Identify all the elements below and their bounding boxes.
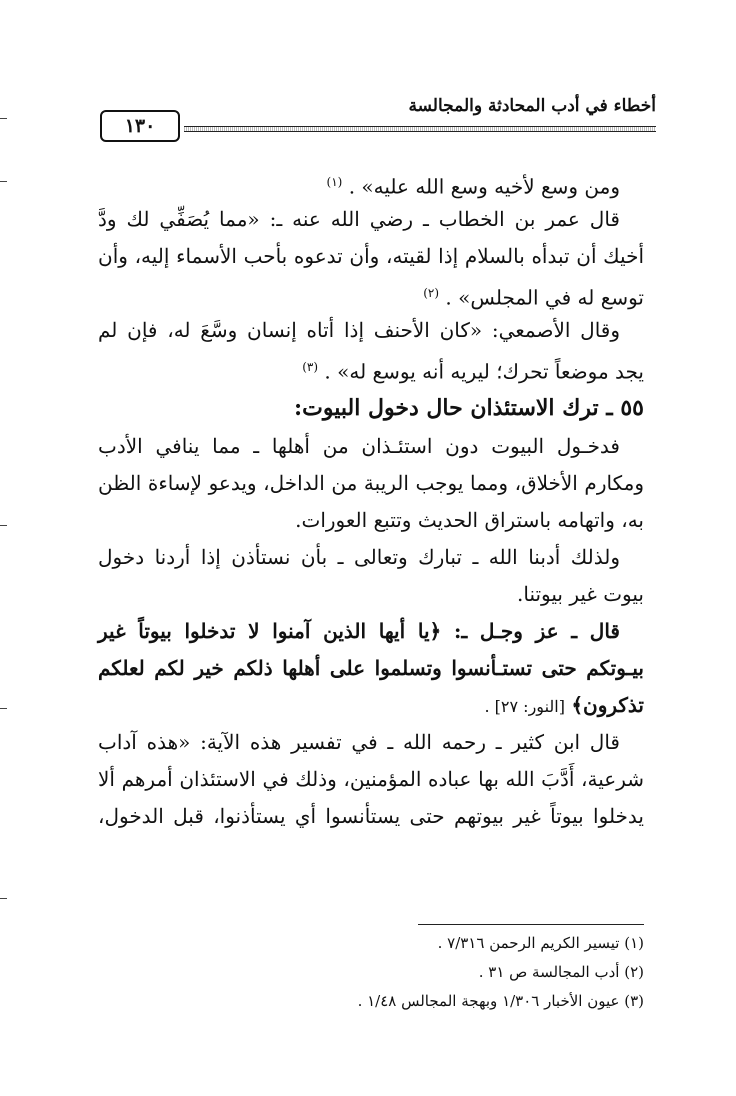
text-line: أخيك أن تبدأه بالسلام إذا لقيته، وأن تدعوه بأحب الأسماء إليه، وأن — [98, 244, 644, 268]
quran-verse-end: تذكرون﴾ — [571, 693, 644, 717]
text-line: به، واتهامه باستراق الحديث وتتبع العورات. — [295, 508, 644, 532]
page-number: ١٣٠ — [100, 110, 180, 142]
margin-mark — [0, 525, 7, 526]
text-line: توسع له في المجلس» . $^{(٢)}$ — [423, 285, 644, 310]
section-heading: ٥٥ ـ ترك الاستئذان حال دخول البيوت: — [294, 395, 644, 421]
text-line: فدخـول البيوت دون استئـذان من أهلها ـ مما ينافي الأدب — [98, 434, 620, 458]
footnote-ref: (٣) — [302, 360, 319, 374]
main-text — [98, 168, 644, 839]
margin-mark — [0, 118, 7, 119]
text-line: يدخلوا بيوتاً غير بيوتهم حتى يستأنسوا أي يستأذنوا، قبل الدخول، — [98, 804, 644, 828]
header-rule — [184, 126, 656, 132]
footnote-separator — [418, 924, 644, 925]
page-header — [100, 96, 656, 136]
margin-mark — [0, 898, 7, 899]
footnote: (٢) أدب المجالسة ص ٣١ . — [478, 963, 644, 981]
margin-mark — [0, 708, 7, 709]
text-line: ومن وسع لأخيه وسع الله عليه» . $^{(١)}$ — [326, 174, 620, 199]
text-line: قال عمر بن الخطاب ـ رضي الله عنه ـ: «مما يُصَفِّي لك ودَّ — [98, 207, 620, 231]
text-line: ومكارم الأخلاق، ومما يوجب الريبة من الداخل، ويدعو لإساءة الظن — [98, 471, 644, 495]
footnote: (١) تيسير الكريم الرحمن ٧/٣١٦ . — [437, 934, 644, 952]
verse-citation: [النور: ٢٧] . — [484, 697, 565, 716]
running-title: أخطاء في أدب المحادثة والمجالسة — [408, 96, 656, 116]
text-line: ولذلك أدبنا الله ـ تبارك وتعالى ـ بأن نستأذن إذا أردنا دخول — [98, 545, 620, 569]
quran-verse-line: قال ـ عز وجـل ـ: ﴿يا أيها الذين آمنوا لا تدخلوا بيوتاً غير — [98, 619, 620, 643]
quran-verse-line: بيـوتكم حتى تستـأنسوا وتسلموا على أهلها ذلكم خير لكم لعلكم — [98, 656, 644, 680]
text-line — [98, 691, 644, 719]
margin-mark — [0, 181, 7, 182]
text-line: وقال الأصمعي: «كان الأحنف إذا أتاه إنسان وسَّعَ له، فإن لم — [98, 318, 620, 342]
footnote: (٣) عيون الأخبار ١/٣٠٦ وبهجة المجالس ١/٤٨ . — [357, 992, 644, 1010]
text-line: بيوت غير بيوتنا. — [517, 582, 644, 606]
footnotes — [98, 932, 644, 1019]
text-line: يجد موضعاً تحرك؛ ليريه أنه يوسع له» . $^{(٣)}$ — [302, 359, 644, 384]
text-line: قال ابن كثير ـ رحمه الله ـ في تفسير هذه الآية: «هذه آداب — [98, 730, 620, 754]
footnote-ref: (١) — [326, 175, 343, 189]
text-line: شرعية، أَدَّبَ الله بها عباده المؤمنين، وذلك في الاستئذان أمرهم ألا — [98, 767, 644, 791]
footnote-ref: (٢) — [423, 286, 440, 300]
